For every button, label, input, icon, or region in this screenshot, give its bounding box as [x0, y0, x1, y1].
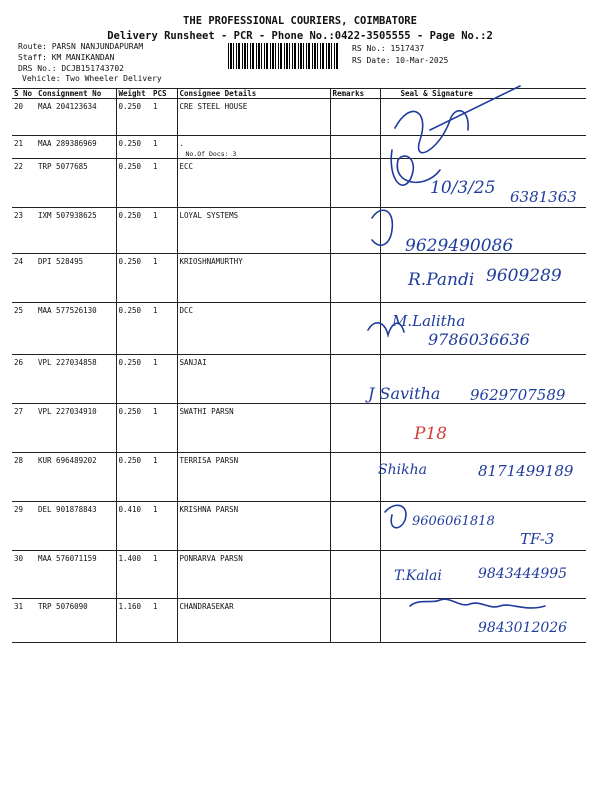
row-consignment: IXM 507938625: [36, 208, 116, 254]
handwritten-phone: 9609289: [486, 266, 562, 286]
row-pcs: 1: [151, 453, 177, 502]
row-consignee: KRIOSHNAMURTHY: [177, 254, 330, 303]
signature-stroke: [385, 505, 406, 527]
handwritten-phone: 9843012026: [478, 620, 568, 636]
row-pcs: 1: [151, 599, 177, 643]
row-consignment: TRP 5076090: [36, 599, 116, 643]
row-consignee: PONRARVA PARSN: [177, 551, 330, 599]
handwritten-phone: 9606061818: [412, 514, 495, 529]
row-sno: 27: [12, 404, 36, 453]
runsheet-title: Delivery Runsheet - PCR - Phone No.:0422-3505555 - Page No.:2: [107, 30, 493, 42]
handwritten-name: R.Pandi: [408, 270, 475, 290]
row-consignment: TRP 5077685: [36, 159, 116, 208]
row-consignee: TERRISA PARSN: [177, 453, 330, 502]
row-consignment: MAA 289386969: [36, 136, 116, 159]
handwritten-remark: P18: [414, 424, 448, 444]
row-weight: 0.250: [116, 99, 151, 136]
handwritten-name: M.Lalitha: [392, 312, 466, 330]
row-weight: 0.250: [116, 136, 151, 159]
row-pcs: 1: [151, 355, 177, 404]
row-consignment: MAA 576071159: [36, 551, 116, 599]
row-sno: 24: [12, 254, 36, 303]
row-sno: 20: [12, 99, 36, 136]
row-pcs: 1: [151, 254, 177, 303]
vehicle-label: Vehicle: Two Wheeler Delivery: [22, 74, 162, 83]
handwritten-name: J Savitha: [368, 384, 441, 403]
consignee-text: .: [179, 139, 185, 148]
staff-label: Staff: KM MANIKANDAN: [18, 53, 115, 62]
row-pcs: 1: [151, 136, 177, 159]
handwritten-phone: 6381363: [510, 188, 577, 206]
signature-stroke: [372, 210, 392, 245]
row-weight: 1.160: [116, 599, 151, 643]
col-sno: S No: [12, 89, 36, 99]
row-pcs: 1: [151, 404, 177, 453]
col-consignment: Consignment No: [36, 89, 116, 99]
row-pcs: 1: [151, 208, 177, 254]
handwritten-name: Shikha: [378, 462, 427, 478]
row-sno: 22: [12, 159, 36, 208]
row-pcs: 1: [151, 502, 177, 551]
col-remarks: Remarks: [330, 89, 380, 99]
row-consignment: VPL 227034910: [36, 404, 116, 453]
row-consignment: DEL 901878843: [36, 502, 116, 551]
row-pcs: 1: [151, 99, 177, 136]
handwritten-phone: 8171499189: [478, 462, 574, 480]
row-consignee: SWATHI PARSN: [177, 404, 330, 453]
signature-stroke: [430, 86, 520, 130]
row-consignment: DPI 528495: [36, 254, 116, 303]
row-consignee: CRE STEEL HOUSE: [177, 99, 330, 136]
row-consignee: LOYAL SYSTEMS: [177, 208, 330, 254]
row-sno: 26: [12, 355, 36, 404]
row-sno: 29: [12, 502, 36, 551]
row-sno: 21: [12, 136, 36, 159]
row-pcs: 1: [151, 551, 177, 599]
row-weight: 0.250: [116, 159, 151, 208]
row-weight: 1.400: [116, 551, 151, 599]
handwritten-remark: TF-3: [520, 530, 555, 548]
row-consignment: MAA 204123634: [36, 99, 116, 136]
row-sno: 25: [12, 303, 36, 355]
rs-date: RS Date: 10-Mar-2025: [352, 56, 449, 65]
row-consignee: SANJAI: [177, 355, 330, 404]
row-consignee: ECC: [177, 159, 330, 208]
row-pcs: 1: [151, 159, 177, 208]
signature-stroke: [410, 599, 545, 608]
route-label: Route: PARSN NANJUNDAPURAM: [18, 42, 144, 51]
handwritten-date: 10/3/25: [430, 178, 496, 198]
col-consignee: Consignee Details: [177, 89, 330, 99]
row-weight: 0.250: [116, 355, 151, 404]
docs-count: No.Of Docs: 3: [185, 150, 237, 158]
row-weight: 0.250: [116, 404, 151, 453]
row-consignee: KRISHNA PARSN: [177, 502, 330, 551]
drs-number: DRS No.: DCJB151743702: [18, 64, 124, 73]
row-weight: 0.410: [116, 502, 151, 551]
row-pcs: 1: [151, 303, 177, 355]
handwritten-phone: 9629707589: [470, 386, 566, 404]
row-consignment: VPL 227034858: [36, 355, 116, 404]
col-weight: Weight: [116, 89, 151, 99]
row-weight: 0.250: [116, 303, 151, 355]
row-sno: 31: [12, 599, 36, 643]
col-signature: Seal & Signature: [380, 89, 586, 99]
rs-number: RS No.: 1517437: [352, 44, 425, 53]
row-sno: 28: [12, 453, 36, 502]
company-title: THE PROFESSIONAL COURIERS, COIMBATORE: [183, 15, 417, 27]
handwritten-phone: 9786036636: [428, 330, 530, 349]
row-consignee: DCC: [177, 303, 330, 355]
handwritten-name: T.Kalai: [394, 568, 442, 584]
row-consignee: CHANDRASEKAR: [177, 599, 330, 643]
row-weight: 0.250: [116, 208, 151, 254]
row-weight: 0.250: [116, 453, 151, 502]
row-consignment: MAA 577526130: [36, 303, 116, 355]
col-pcs: PCS: [151, 89, 177, 99]
handwritten-phone: 9629490086: [405, 236, 514, 256]
row-consignment: KUR 696489202: [36, 453, 116, 502]
row-sno: 30: [12, 551, 36, 599]
handwritten-phone: 9843444995: [478, 566, 568, 582]
row-sno: 23: [12, 208, 36, 254]
row-weight: 0.250: [116, 254, 151, 303]
